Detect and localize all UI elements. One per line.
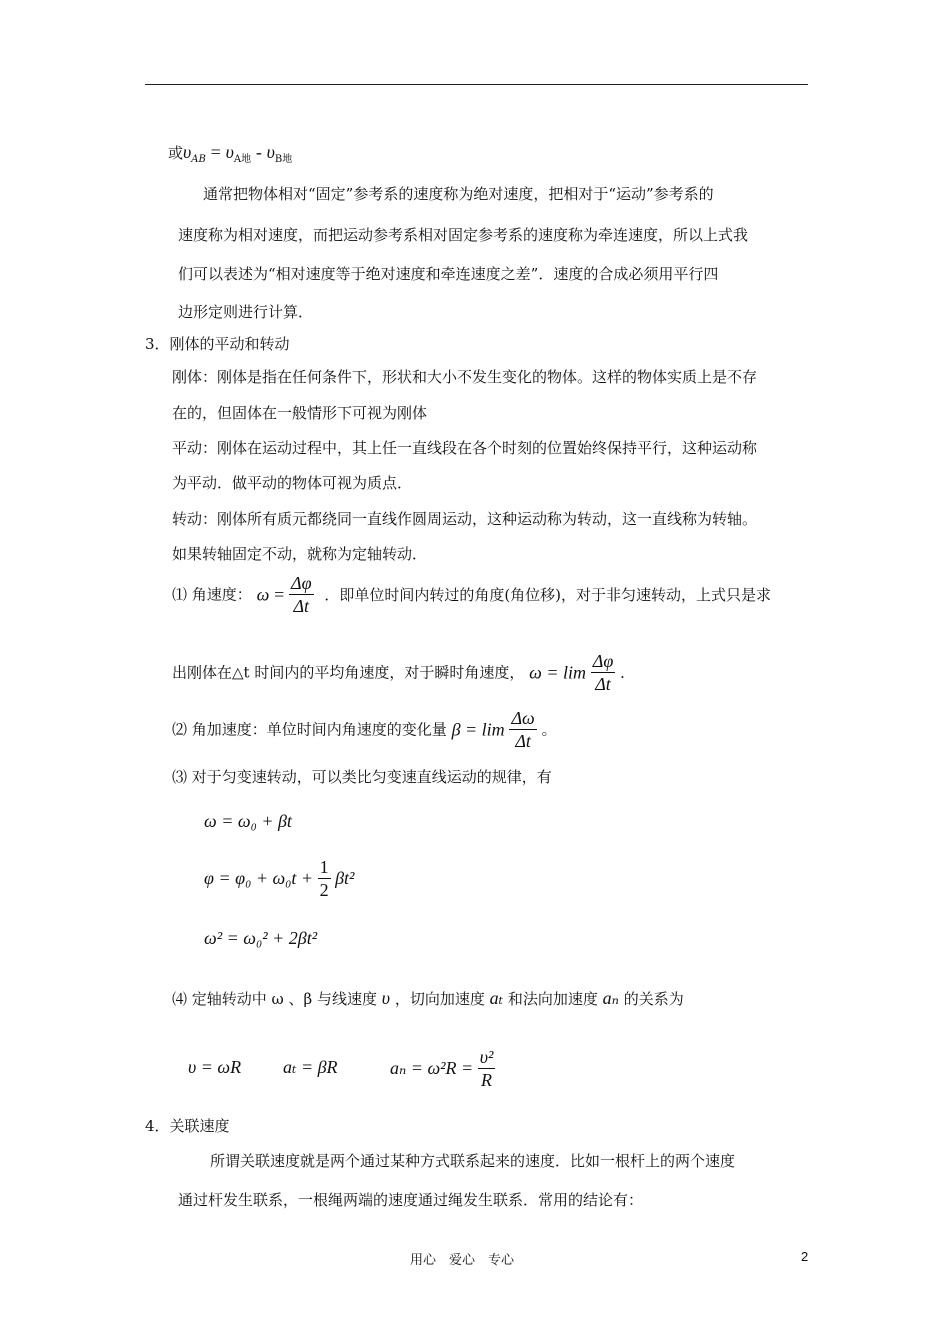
para1-line2: 速度称为相对速度，而把运动参考系相对固定参考系的速度称为牵连速度，所以上式我 xyxy=(178,226,749,244)
item1-text: ．即单位时间内转过的角度(角位移)，对于非匀速转动，上式只是求 xyxy=(324,585,772,604)
item1-label: ⑴ 角速度： xyxy=(172,585,252,604)
section3-heading: 3．刚体的平动和转动 xyxy=(145,335,290,353)
section4-line1: 所谓关联速度就是两个通过某种方式联系起来的速度．比如一根杆上的两个速度 xyxy=(210,1152,736,1170)
footer-motto: 用心 爱心 专心 xyxy=(410,1252,515,1267)
relation-at: aₜ = βR xyxy=(283,1057,338,1077)
v-symbol-2: υ xyxy=(225,142,234,162)
angular-velocity-item xyxy=(172,572,771,617)
item2-end: 。 xyxy=(541,720,557,739)
sub-b-ground: B地 xyxy=(274,154,293,165)
v-symbol-3: υ xyxy=(266,142,275,162)
fraction-numerator: Δφ xyxy=(291,573,312,593)
relative-velocity-formula xyxy=(168,142,292,166)
v-symbol: υ xyxy=(183,142,192,162)
para1-line4: 边形定则进行计算． xyxy=(178,303,314,321)
eq2-left: φ = φ₀ + ω₀t + xyxy=(204,868,314,888)
beta-lim: β = lim xyxy=(451,719,505,740)
rotation-line1: 转动：刚体所有质元都绕同一直线作圆周运动，这种运动称为转动，这一直线称为转轴。 xyxy=(172,510,758,528)
omega-lim: ω = lim xyxy=(529,662,586,683)
uniform-rotation-item: ⑶ 对于匀变速转动，可以类比匀变速直线运动的规律，有 xyxy=(172,768,552,786)
sub-a-ground: A地 xyxy=(233,154,252,165)
page-number: 2 xyxy=(801,1249,809,1264)
fraction-denominator: Δt xyxy=(515,731,531,751)
para1-line3: 们可以表述为“相对速度等于绝对速度和牵连速度之差”．速度的合成必须用平行四 xyxy=(178,265,719,283)
v-symbol: υ xyxy=(381,988,391,1008)
rigid-body-line2: 在的，但固体在一般情形下可视为刚体 xyxy=(172,404,428,422)
header-rule xyxy=(145,84,808,85)
sub-ab: AB xyxy=(191,154,206,165)
omega-symbol: ω xyxy=(256,584,270,605)
equals: = xyxy=(210,142,221,162)
rigid-body-line1: 刚体：刚体是指在任何条件下，形状和大小不发生变化的物体。这样的物体实质上是不存 xyxy=(172,368,758,386)
section4-line2: 通过杆发生联系，一根绳两端的速度通过绳发生联系．常用的结论有： xyxy=(178,1191,644,1209)
fraction-denominator: Δt xyxy=(293,596,310,616)
angular-acceleration-item xyxy=(172,707,557,752)
fraction-denominator: R xyxy=(481,1070,493,1090)
eq2-right: βt² xyxy=(335,868,355,888)
tangential-acceleration-symbol: aₜ xyxy=(489,988,504,1008)
fraction-denominator: 2 xyxy=(319,880,329,900)
para1-line1: 通常把物体相对“固定”参考系的速度称为绝对速度，把相对于“运动”参考系的 xyxy=(203,185,714,203)
rotation-line2: 如果转轴固定不动，就称为定轴转动． xyxy=(172,545,428,563)
translation-line2: 为平动．做平动的物体可视为质点． xyxy=(172,474,413,492)
relation-an xyxy=(390,1046,495,1091)
item4-label: ⑷ 定轴转动中 ω 、β 与线速度 xyxy=(172,990,377,1008)
equation-omega-squared: ω² = ω₀² + 2βt² xyxy=(204,928,318,948)
item4-mid2: 和法向加速度 xyxy=(507,990,598,1008)
fixed-axis-relation-item xyxy=(172,988,684,1009)
formula-prefix: 或 xyxy=(168,144,184,162)
fraction-numerator: Δω xyxy=(511,708,535,728)
item4-end: 的关系为 xyxy=(623,990,684,1008)
v-squared-over-r xyxy=(478,1046,496,1091)
angular-velocity-fraction xyxy=(289,572,314,617)
rel3-left: aₙ = ω²R = xyxy=(390,1058,474,1078)
minus: - xyxy=(255,142,262,162)
normal-acceleration-symbol: aₙ xyxy=(602,988,619,1008)
relation-v: υ = ωR xyxy=(188,1057,242,1077)
angular-acceleration-fraction xyxy=(509,707,536,752)
item2-label: ⑵ 角加速度：单位时间内角速度的变化量 xyxy=(172,720,447,739)
one-half-fraction xyxy=(318,856,331,901)
equals: = xyxy=(274,584,285,605)
translation-line1: 平动：刚体在运动过程中，其上任一直线段在各个时刻的位置始终保持平行，这种运动称 xyxy=(172,439,758,457)
item1-line2: 出刚体在△t 时间内的平均角速度，对于瞬时角速度， xyxy=(172,663,525,682)
section4-heading: 4．关联速度 xyxy=(145,1117,230,1135)
instantaneous-fraction xyxy=(591,650,616,695)
equation-omega: ω = ω₀ + βt xyxy=(204,811,292,831)
fraction-denominator: Δt xyxy=(595,674,611,694)
equation-phi xyxy=(204,856,354,901)
fraction-numerator: υ² xyxy=(479,1047,494,1067)
instantaneous-angular-velocity-line xyxy=(172,650,635,695)
fraction-numerator: 1 xyxy=(319,857,329,877)
fraction-numerator: Δφ xyxy=(592,651,614,671)
item4-mid: ，切向加速度 xyxy=(394,990,485,1008)
item1-end: ． xyxy=(620,663,636,682)
